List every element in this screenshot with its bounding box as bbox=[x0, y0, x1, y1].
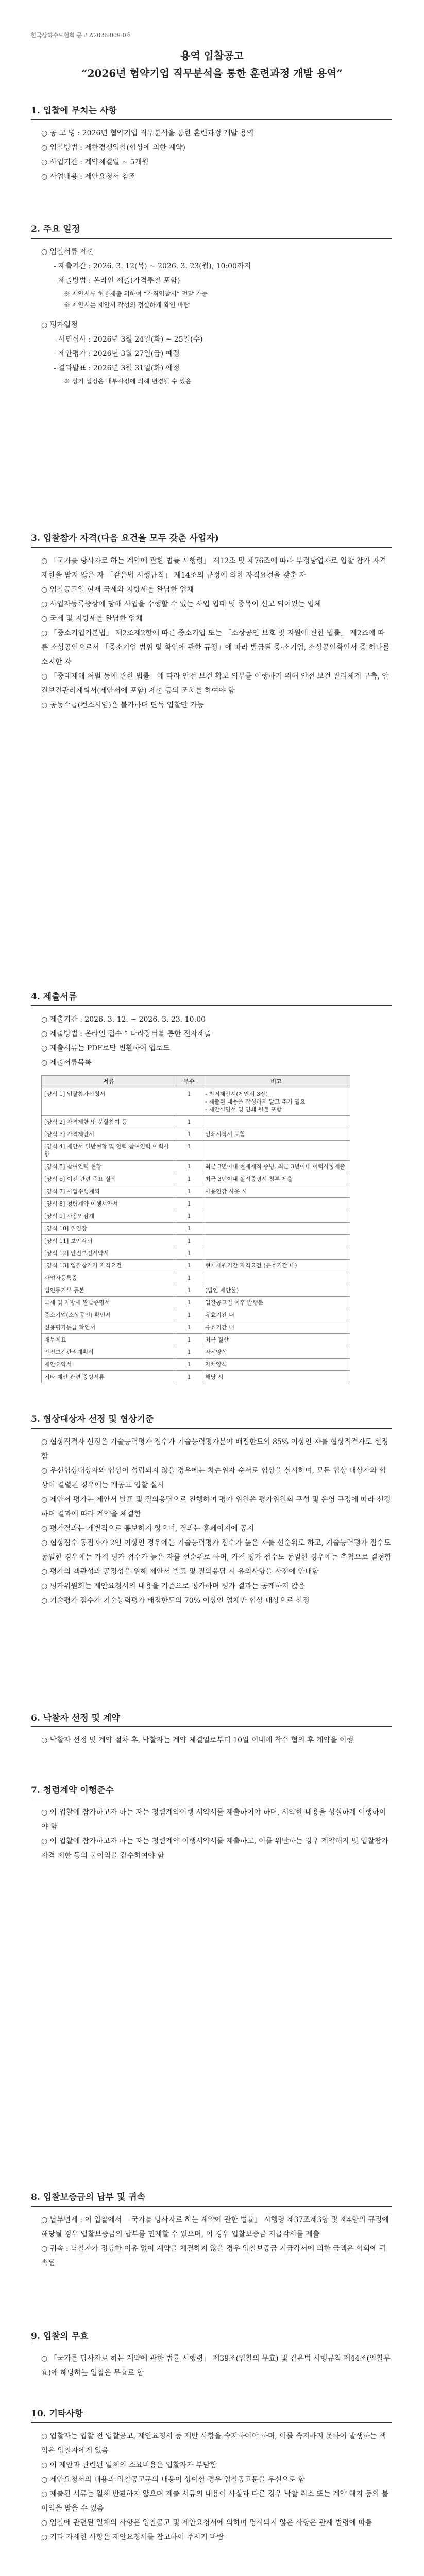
list-item: ○ 이 입찰에 참가하고자 하는 자는 청렴계약 이행서약서를 제출하고, 이를 위반하는 경우 계약해지 및 입찰참가자격 제한 등의 불이익을 감수하여야 함 bbox=[41, 1837, 389, 1860]
table-row bbox=[42, 1284, 350, 1297]
list-item: ○ 제출서류는 PDF로만 변환하여 업로드 bbox=[41, 1044, 170, 1053]
list-item: - 제출기간 : 2026. 3. 12(목) ~ 2026. 3. 23(월), 10:00까지 bbox=[54, 262, 251, 270]
section-heading: 4. 제출서류 bbox=[31, 992, 77, 1002]
section-negotiation bbox=[31, 1412, 392, 1608]
list-item: ○ 우선협상대상자와 협상이 성립되지 않을 경우에는 차순위자 순서로 협상을 실시하며, 모든 협상 대상자와 협상이 결렬된 경우에는 재공고 입찰 실시 bbox=[41, 1467, 386, 1489]
copies-cell: 1 bbox=[176, 1346, 202, 1359]
list-item: ○ 협상적격자 선정은 기술능력평가 점수가 기술능력평가분야 배점한도의 85% 이상인 자를 협상적격자로 선정함 bbox=[41, 1438, 388, 1461]
section-schedule bbox=[31, 222, 392, 387]
document-name-cell: [양식 10] 위임장 bbox=[42, 1223, 176, 1235]
copies-cell: 1 bbox=[176, 1260, 202, 1272]
table-row bbox=[42, 1359, 350, 1371]
note-item: ※ 상기 일정은 내부사정에 의해 변경될 수 있음 bbox=[64, 378, 192, 385]
document-name-cell: 안전보건관리계획서 bbox=[42, 1346, 176, 1359]
list-item: ○ 기술평가 점수가 기술능력평가 배점한도의 70% 이상인 업체만 협상 대상으로 선정 bbox=[41, 1597, 310, 1605]
section-heading: 5. 협상대상자 선정 및 협상기준 bbox=[31, 1414, 154, 1425]
table-row bbox=[42, 1141, 350, 1161]
list-item: ○ 「국가를 당사자로 하는 계약에 관한 법률 시행령」 제39조(입찰의 무효) 및 같은법 시행규칙 제44조(입찰무효)에 해당하는 입찰은 무효로 함 bbox=[41, 2354, 391, 2377]
list-item: ○ 공동수급(컨소시엄)은 불가하며 단독 입찰만 가능 bbox=[41, 701, 204, 709]
section-divider bbox=[31, 547, 392, 548]
list-item: - 서면심사 : 2026년 3월 24일(화) ~ 25일(수) bbox=[54, 335, 203, 344]
copies-cell: 1 bbox=[176, 1297, 202, 1309]
document-name-cell: 제안요약서 bbox=[42, 1359, 176, 1371]
remarks-cell bbox=[202, 1272, 350, 1284]
copies-cell: 1 bbox=[176, 1284, 202, 1297]
section-heading: 10. 기타사항 bbox=[31, 2409, 83, 2419]
remarks-cell: 현재재원기간 자격요건 (유효기간 내) bbox=[202, 1260, 350, 1272]
section-heading: 8. 입찰보증금의 납부 및 귀속 bbox=[31, 2192, 146, 2202]
document-name-cell: [양식 5] 참여인력 현황 bbox=[42, 1161, 176, 1173]
section-divider bbox=[31, 238, 392, 239]
document-name-cell: [양식 9] 사용인감계 bbox=[42, 1210, 176, 1223]
remarks-cell: 유효기간 내 bbox=[202, 1321, 350, 1334]
copies-cell: 1 bbox=[176, 1210, 202, 1223]
table-row bbox=[42, 1260, 350, 1272]
table-row bbox=[42, 1371, 350, 1383]
document-name-cell: 신용평가등급 확인서 bbox=[42, 1321, 176, 1334]
remarks-cell bbox=[202, 1223, 350, 1235]
section-heading: 2. 주요 일정 bbox=[31, 224, 80, 234]
section-misc bbox=[31, 2406, 392, 2545]
list-item: ○ 평가일정 bbox=[41, 321, 78, 329]
list-item: ○ 입찰방법 : 제한경쟁입찰(협상에 의한 계약) bbox=[41, 144, 186, 152]
section-heading: 9. 입찰의 무효 bbox=[31, 2331, 89, 2342]
document-name-cell: [양식 12] 안전보건서약서 bbox=[42, 1247, 176, 1260]
list-item: ○ 사업기간 : 계약체결일 ~ 5개월 bbox=[41, 158, 149, 166]
copies-cell: 1 bbox=[176, 1141, 202, 1161]
document-name-cell: 기타 제안 관련 증빙서류 bbox=[42, 1371, 176, 1383]
copies-cell: 1 bbox=[176, 1309, 202, 1321]
copies-cell: 1 bbox=[176, 1223, 202, 1235]
remarks-cell bbox=[202, 1235, 350, 1247]
table-row bbox=[42, 1128, 350, 1141]
section-divider bbox=[31, 1726, 392, 1727]
list-item: ○ 사업내용 : 제안요청서 참조 bbox=[41, 173, 136, 181]
section-bid-bond bbox=[31, 2190, 392, 2270]
table-row bbox=[42, 1272, 350, 1284]
list-item: ○ 귀속 : 낙찰자가 정당한 이유 없이 계약을 체결하지 않을 경우 입찰보증금 지급각서에 의한 금액은 협회에 귀속됨 bbox=[41, 2245, 386, 2267]
document-subtitle: “2026년 협약기업 직무분석을 통한 훈련과정 개발 용역” bbox=[81, 67, 343, 79]
document-list-table bbox=[41, 1075, 350, 1383]
list-item: ○ 국세 및 지방세를 완납한 업체 bbox=[41, 615, 143, 623]
copies-cell: 1 bbox=[176, 1321, 202, 1334]
table-row bbox=[42, 1297, 350, 1309]
remarks-cell: 인쇄시작서 포함 bbox=[202, 1128, 350, 1141]
list-item: ○ 협상점수 동점자가 2인 이상인 경우에는 기술능력평가 점수가 높은 자를 선순위로 하고, 기술능력평가 점수도 동일한 경우에는 가격 평가 점수가 높은 자를 선순위로 하며, 가격 평가 점수도 동일한 경우에는 추첨으로 결정함 bbox=[41, 1539, 392, 1562]
table-row bbox=[42, 1346, 350, 1359]
remarks-cell: 자체양식 bbox=[202, 1359, 350, 1371]
list-item: ○ 이 입찰에 참가하고자 하는 자는 청렴계약이행 서약서를 제출하여야 하며, 서약한 내용을 성실하게 이행하여야 함 bbox=[41, 1808, 386, 1831]
section-contract bbox=[31, 1710, 392, 1748]
remarks-cell bbox=[202, 1210, 350, 1223]
remarks-cell bbox=[202, 1116, 350, 1128]
list-item: ○ 낙찰자 선정 및 계약 절차 후, 낙찰자는 계약 체결일로부터 10일 이내에 착수 협의 후 계약을 이행 bbox=[41, 1736, 354, 1744]
document-name-cell: 국세 및 지방세 완납증명서 bbox=[42, 1297, 176, 1309]
table-row bbox=[42, 1161, 350, 1173]
table-row bbox=[42, 1185, 350, 1198]
copies-cell: 1 bbox=[176, 1161, 202, 1173]
document-title: 용역 입찰공고 bbox=[180, 49, 244, 62]
copies-cell: 1 bbox=[176, 1272, 202, 1284]
document-name-cell: [양식 6] 이전 관련 주요 실적 bbox=[42, 1173, 176, 1185]
table-row bbox=[42, 1334, 350, 1346]
remarks-cell: 유효기간 내 bbox=[202, 1309, 350, 1321]
section-integrity bbox=[31, 1783, 392, 1863]
table-row bbox=[42, 1321, 350, 1334]
copies-cell: 1 bbox=[176, 1185, 202, 1198]
section-submission-documents bbox=[31, 989, 392, 1383]
remarks-cell: 해당 시 bbox=[202, 1371, 350, 1383]
table-row bbox=[42, 1173, 350, 1185]
document-name-cell: [양식 8] 청렴계약 이행서약서 bbox=[42, 1198, 176, 1210]
section-invalid-bid bbox=[31, 2329, 392, 2380]
list-item: ○ 입찰에 관련된 일체의 사항은 입찰공고 및 제안요청서에 의하며 명시되지 않은 사항은 관계 법령에 따름 bbox=[41, 2519, 372, 2527]
table-row bbox=[42, 1198, 350, 1210]
document-name-cell: 사업자등록증 bbox=[42, 1272, 176, 1284]
document-name-cell: [양식 4] 제안서 일반현황 및 인력 참여인력 이력사항 bbox=[42, 1141, 176, 1161]
list-item: ○ 기타 자세한 사항은 제안요청서를 참고하여 주시기 바람 bbox=[41, 2533, 224, 2541]
remarks-cell: 최근 3년이내 현재재직 증빙, 최근 3년이내 이력사항제출 bbox=[202, 1161, 350, 1173]
list-item: ○ 입찰공고일 현재 국세와 지방세를 완납한 업체 bbox=[41, 586, 194, 594]
list-item: ○ 납부면제 : 이 입찰에서 「국가를 당사자로 하는 계약에 관한 법률」 시행령 제37조제3항 및 제4항의 규정에 해당될 경우 입찰보증금의 납부를 면제할 수 있으며, 이 경우 입찰보증금 지급각서를 제출 bbox=[41, 2216, 389, 2239]
remarks-cell: 자체양식 bbox=[202, 1346, 350, 1359]
table-row bbox=[42, 1309, 350, 1321]
note-item: ※ 제안서는 제안서 작성의 정실하게 확인 바람 bbox=[64, 301, 190, 309]
document-name-cell: [양식 3] 가격제안서 bbox=[42, 1128, 176, 1141]
document-name-cell: [양식 13] 입찰참가가 자격요건 bbox=[42, 1260, 176, 1272]
remarks-cell: 최근 결산 bbox=[202, 1334, 350, 1346]
table-row bbox=[42, 1247, 350, 1260]
document-reference-number: 한국상하수도협회 공고 A2026-009-0호 bbox=[31, 32, 132, 39]
document-name-cell: 법인등기부 등본 bbox=[42, 1284, 176, 1297]
document-name-cell: [양식 7] 사업수행계획 bbox=[42, 1185, 176, 1198]
column-header: 서류 bbox=[42, 1076, 176, 1088]
list-item: ○ 평가결과는 개별적으로 통보하지 않으며, 결과는 홈페이지에 공지 bbox=[41, 1524, 254, 1533]
list-item: ○ 제출기간 : 2026. 3. 12. ~ 2026. 3. 23. 10:00 bbox=[41, 1015, 206, 1024]
section-heading: 7. 청렴계약 이행준수 bbox=[31, 1785, 114, 1795]
table-row bbox=[42, 1223, 350, 1235]
copies-cell: 1 bbox=[176, 1359, 202, 1371]
table-header-row bbox=[42, 1076, 350, 1088]
table-row bbox=[42, 1088, 350, 1116]
copies-cell: 1 bbox=[176, 1198, 202, 1210]
list-item: - 제출방법 : 온라인 제출(가격투찰 포함) bbox=[54, 277, 180, 285]
copies-cell: 1 bbox=[176, 1371, 202, 1383]
remarks-cell: (법인 제안한) bbox=[202, 1284, 350, 1297]
list-item: ○ 제출서류목록 bbox=[41, 1059, 92, 1067]
document-name-cell: [양식 2] 자격제한 및 분할참여 등 bbox=[42, 1116, 176, 1128]
list-item: - 결과발표 : 2026년 3월 31일(화) 예정 bbox=[54, 364, 180, 372]
list-item: ○ 평가위원회는 제안요청서의 내용을 기준으로 평가하며 평가 결과는 공개하지 않음 bbox=[41, 1582, 306, 1590]
list-item: ○ 제안서 평가는 제안서 발표 및 질의응답으로 진행하며 평가 위원은 평가위원회 구성 및 운영 규정에 따라 선정하며 결과에 따라 계약을 체결함 bbox=[41, 1496, 391, 1518]
section-divider bbox=[31, 1005, 392, 1006]
section-divider bbox=[31, 2206, 392, 2207]
list-item: ○ 제안요청서의 내용과 입찰공고문의 내용이 상이할 경우 입찰공고문을 우선으로 함 bbox=[41, 2476, 306, 2484]
remarks-cell: 최근 3년이내 실적증명서 첨부 제출 bbox=[202, 1173, 350, 1185]
list-item: ○ 제출된 서류는 일체 반환하지 않으며 제출 서류의 내용이 사실과 다른 경우 낙찰 취소 또는 계약 해지 등의 불이익을 받을 수 있음 bbox=[41, 2490, 388, 2513]
table-row bbox=[42, 1235, 350, 1247]
section-heading: 3. 입찰참가 자격(다음 요건을 모두 갖춘 사업자) bbox=[31, 533, 219, 544]
section-divider bbox=[31, 119, 392, 120]
copies-cell: 1 bbox=[176, 1334, 202, 1346]
list-item: ○ 입찰서류 제출 bbox=[41, 248, 94, 256]
list-item: ○ 이 제안과 관련된 일체의 소요비용은 입찰자가 부담함 bbox=[41, 2461, 217, 2469]
section-divider bbox=[31, 2422, 392, 2423]
column-header: 부수 bbox=[176, 1076, 202, 1088]
section-heading: 6. 낙찰자 선정 및 계약 bbox=[31, 1713, 120, 1723]
section-divider bbox=[31, 1428, 392, 1429]
list-item: ○ 제출방법 : 온라인 접수 “ 나라장터를 통한 전자제출 bbox=[41, 1030, 212, 1038]
section-heading: 1. 입찰에 부치는 사항 bbox=[31, 106, 117, 116]
document-name-cell: [양식 11] 보안각서 bbox=[42, 1235, 176, 1247]
remarks-cell bbox=[202, 1141, 350, 1161]
copies-cell: 1 bbox=[176, 1116, 202, 1128]
copies-cell: 1 bbox=[176, 1088, 202, 1116]
document-name-cell: 중소기업(소상공인) 확인서 bbox=[42, 1309, 176, 1321]
list-item: ○ 「국가를 당사자로 하는 계약에 관한 법률 시행령」 제12조 및 제76조에 따라 부정당업자로 입찰 참가 자격 제한을 받지 않은 자 「같은법 시행규칙」 제14조의 규정에 의한 자격요건을 갖춘 자 bbox=[41, 557, 387, 580]
section-eligibility bbox=[31, 531, 392, 713]
remarks-cell: 입찰공고일 이후 발행분 bbox=[202, 1297, 350, 1309]
remarks-cell bbox=[202, 1198, 350, 1210]
list-item: ○ 사업자등록증상에 당해 사업을 수행할 수 있는 사업 업태 및 종목이 신고 되어있는 업체 bbox=[41, 600, 321, 608]
copies-cell: 1 bbox=[176, 1235, 202, 1247]
list-item: ○ 공 고 명 : 2026년 협약기업 직무분석을 통한 훈련과정 개발 용역 bbox=[41, 129, 254, 138]
table-row bbox=[42, 1210, 350, 1223]
list-item: ○ 「중소기업기본법」 제2조제2항에 따른 중소기업 또는 「소상공인 보호 및 지원에 관한 법률」 제2조에 따른 소상공인으로서 「중소기업 범위 및 확인에 관한 규정」에 따라 발급된 중·소기업, 소상공인확인서 중 하나를 소지한 자 bbox=[41, 629, 390, 666]
section-bid-overview bbox=[31, 103, 392, 184]
document-name-cell: [양식 1] 입찰참가신청서 bbox=[42, 1088, 176, 1116]
remarks-cell: - 최저제안서(제안서 3장) - 제출된 내용은 작성하지 말고 추가 필요 - 제안설명서 및 인쇄 원본 포함 bbox=[202, 1088, 350, 1116]
copies-cell: 1 bbox=[176, 1128, 202, 1141]
list-item: ○ 「중대재해 처벌 등에 관한 법률」에 따라 안전 보건 확보 의무를 이행하기 위해 안전 보건 관리체계 구축, 안전보건관리계획서(제안서에 포함) 제출 등의 조치를 하여야 함 bbox=[41, 672, 389, 695]
document-name-cell: 재무제표 bbox=[42, 1334, 176, 1346]
table-row bbox=[42, 1116, 350, 1128]
copies-cell: 1 bbox=[176, 1173, 202, 1185]
note-item: ※ 제안서류 허용제출 위하여 “가격입찰서” 전달 가능 bbox=[64, 290, 208, 297]
list-item: ○ 입찰자는 입찰 전 입찰공고, 제안요청서 등 제반 사항을 숙지하여야 하며, 이를 숙지하지 못하여 발생하는 책임은 입찰자에게 있음 bbox=[41, 2432, 386, 2455]
remarks-cell: 사용인감 사용 시 bbox=[202, 1185, 350, 1198]
list-item: - 제안평가 : 2026년 3월 27일(금) 예정 bbox=[54, 350, 180, 358]
copies-cell: 1 bbox=[176, 1247, 202, 1260]
remarks-cell bbox=[202, 1247, 350, 1260]
column-header: 비고 bbox=[202, 1076, 350, 1088]
list-item: ○ 평가의 객관성과 공정성을 위해 제안서 발표 및 질의응답 시 유의사항을 사전에 안내함 bbox=[41, 1568, 319, 1576]
